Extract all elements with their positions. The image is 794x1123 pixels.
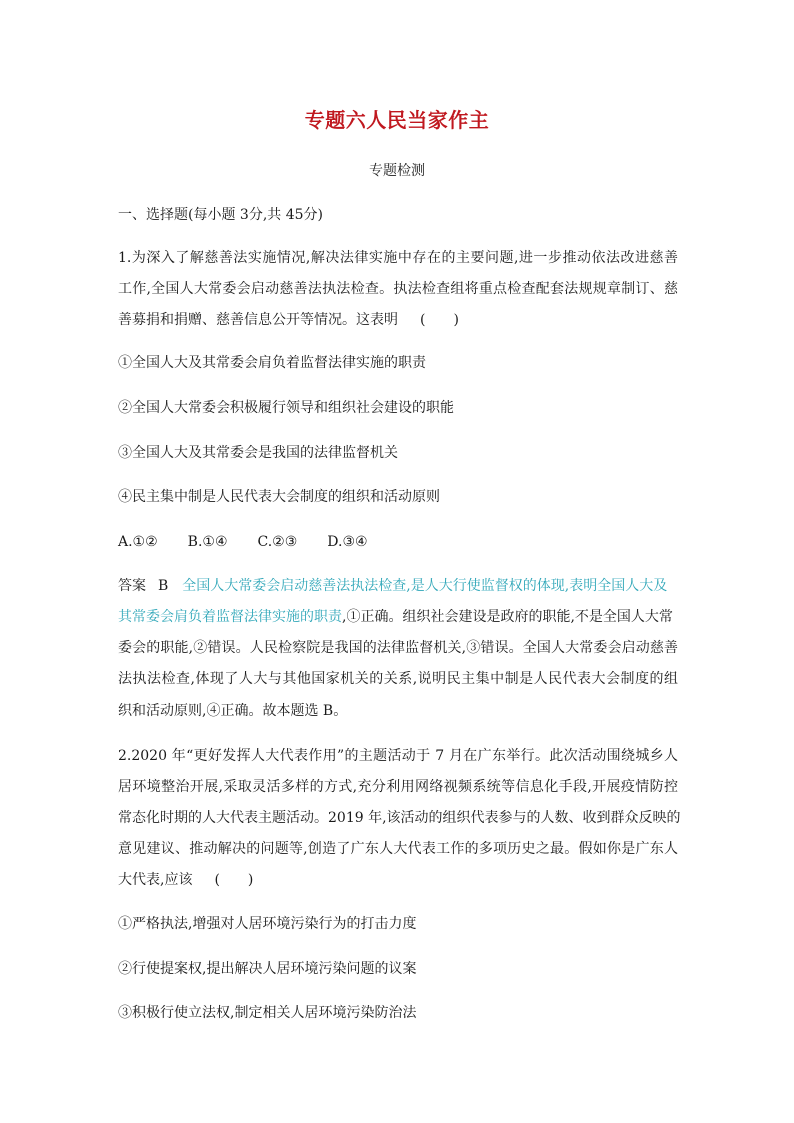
q2-stem-line-4: 意见建议、推动解决的问题等,创造了广东人大代表工作的多项历史之最。假如你是广东人 [118, 841, 678, 857]
answer-letter: B [158, 578, 169, 594]
q2-stem-line-3: 常态化时期的人大代表主题活动。2019 年,该活动的组织代表参与的人数、收到群众反映的 [118, 810, 681, 826]
answer-highlight-1: 全国人大常委会启动慈善法执法检查,是人大行使监督权的体现,表明全国人大及 [182, 578, 668, 594]
q2-option-2: ②行使提案权,提出解决人居环境污染问题的议案 [118, 961, 417, 977]
q2-stem-line-5 [118, 870, 678, 890]
q2-option-3: ③积极行使立法权,制定相关人居环境污染防治法 [118, 1005, 417, 1021]
q1-answer-line-5: 织和活动原则,④正确。故本题选 B。 [118, 703, 348, 719]
choice-a: A.①② [118, 534, 158, 550]
q1-option-2: ②全国人大常委会积极履行领导和组织社会建设的职能 [118, 400, 454, 416]
choice-c: C.②③ [257, 534, 298, 550]
q1-option-3: ③全国人大及其常委会是我国的法律监督机关 [118, 445, 398, 461]
q2-stem-line-2: 居环境整治开展,采取灵活多样的方式,充分利用网络视频系统等信息化手段,开展疫情防控 [118, 779, 678, 795]
q2-option-1: ①严格执法,增强对人居环境污染行为的打击力度 [118, 916, 417, 932]
answer-label: 答案 [118, 578, 146, 594]
section-heading: 一、选择题(每小题 3分,共 45分) [118, 207, 323, 223]
choice-d: D.③④ [327, 534, 368, 550]
q2-stem-text: 大代表,应该 [118, 872, 193, 888]
choice-b: B.①④ [187, 534, 228, 550]
q2-answer-blank: ( ) [214, 872, 254, 888]
q1-option-4: ④民主集中制是人民代表大会制度的组织和活动原则 [118, 489, 440, 505]
q1-stem-line-1: 1.为深入了解慈善法实施情况,解决法律实施中存在的主要问题,进一步推动依法改进慈善 [118, 250, 678, 266]
answer-highlight-2: 其常委会肩负着监督法律实施的职责 [118, 609, 342, 625]
q1-answer-line-4: 法执法检查,体现了人大与其他国家机关的关系,说明民主集中制是人民代表大会制度的组 [118, 671, 678, 687]
q1-answer-line-3: 委会的职能,②错误。人民检察院是我国的法律监督机关,③错误。全国人大常委会启动慈善 [118, 640, 678, 656]
page-title: 专题六人民当家作主 [304, 108, 490, 132]
page-subtitle: 专题检测 [369, 163, 425, 179]
q1-stem-line-3 [118, 310, 678, 330]
q1-stem-line-2: 工作,全国人大常委会启动慈善法执法检查。执法检查组将重点检查配套法规规章制订、慈 [118, 281, 678, 297]
q1-stem-text: 善募捐和捐赠、慈善信息公开等情况。这表明 [118, 312, 398, 328]
answer-rest-2: ,①正确。组织社会建设是政府的职能,不是全国人大常 [342, 609, 673, 625]
q1-answer-line-1 [118, 576, 678, 596]
q1-answer-blank: ( ) [420, 312, 459, 328]
q2-stem-line-1: 2.2020 年“更好发挥人大代表作用”的主题活动于 7 月在广东举行。此次活动围绕城乡人 [118, 748, 678, 764]
q1-choices [118, 532, 678, 552]
q1-option-1: ①全国人大及其常委会肩负着监督法律实施的职责 [118, 355, 426, 371]
q1-answer-line-2 [118, 607, 678, 627]
